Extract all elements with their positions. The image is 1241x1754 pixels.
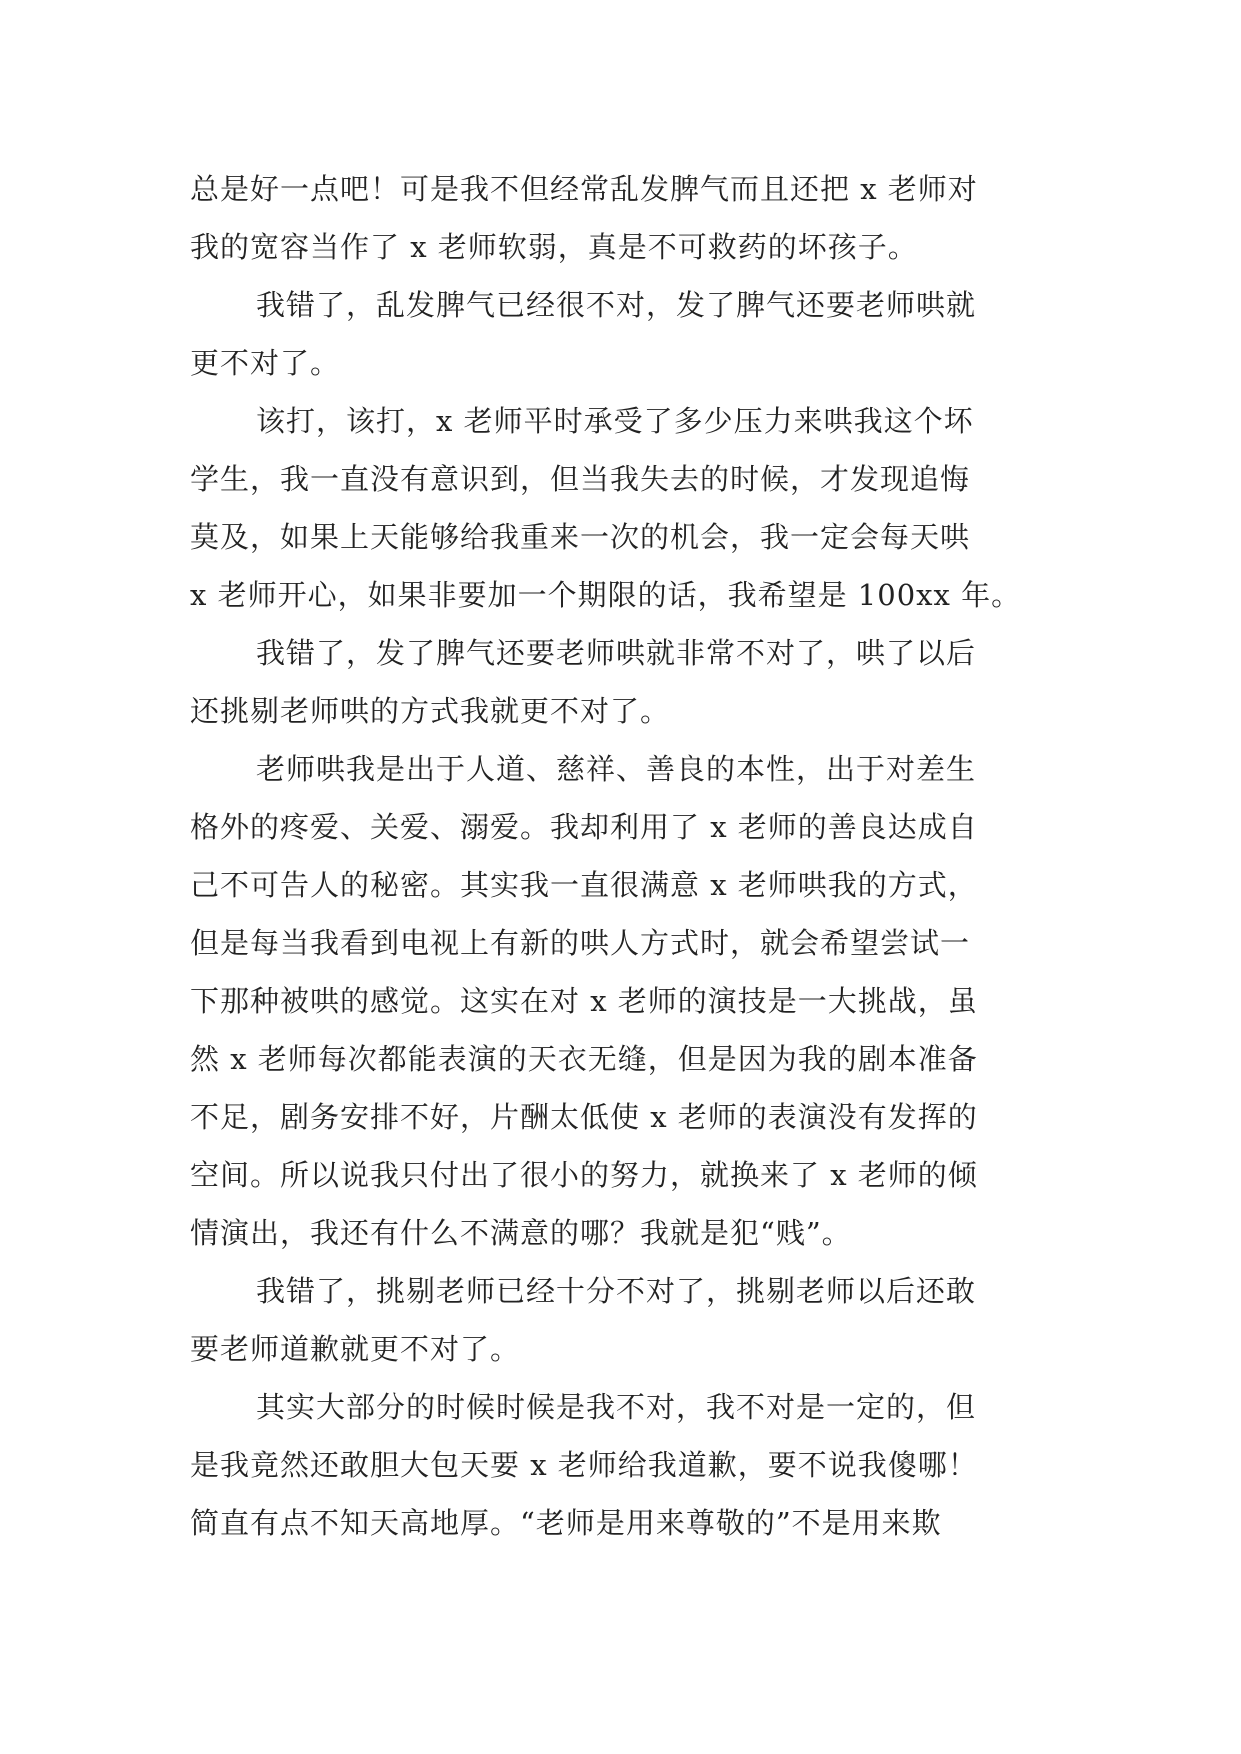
text-line: 然 x 老师每次都能表演的天衣无缝，但是因为我的剧本准备: [190, 1042, 978, 1076]
paragraph: [190, 624, 1050, 740]
text-line: 格外的疼爱、关爱、溺爱。我却利用了 x 老师的善良达成自: [190, 810, 978, 844]
text-line: 我错了，发了脾气还要老师哄就非常不对了，哄了以后: [256, 636, 977, 670]
paragraph: [190, 160, 1050, 276]
paragraph: [190, 1378, 1050, 1552]
text-line: 莫及，如果上天能够给我重来一次的机会，我一定会每天哄: [190, 520, 971, 554]
paragraph: [190, 1262, 1050, 1378]
document-body: [190, 160, 1050, 1552]
text-line: 我的宽容当作了 x 老师软弱，真是不可救药的坏孩子。: [190, 230, 918, 264]
text-line: 该打，该打，x 老师平时承受了多少压力来哄我这个坏: [256, 404, 974, 438]
paragraph: [190, 276, 1050, 392]
text-line: 但是每当我看到电视上有新的哄人方式时，就会希望尝试一: [190, 926, 971, 960]
paragraph: [190, 392, 1050, 624]
text-line: 己不可告人的秘密。其实我一直很满意 x 老师哄我的方式，: [190, 868, 978, 902]
text-line: 我错了，挑剔老师已经十分不对了，挑剔老师以后还敢: [256, 1274, 977, 1308]
text-line: 更不对了。: [190, 346, 341, 380]
text-line: 要老师道歉就更不对了。: [190, 1332, 521, 1366]
text-line: 总是好一点吧！可是我不但经常乱发脾气而且还把 x 老师对: [190, 172, 978, 206]
text-line: 不足，剧务安排不好，片酬太低使 x 老师的表演没有发挥的: [190, 1100, 978, 1134]
text-line: 老师哄我是出于人道、慈祥、善良的本性，出于对差生: [256, 752, 977, 786]
text-line: 情演出，我还有什么不满意的哪？我就是犯“贱”。: [190, 1216, 852, 1250]
paragraph: [190, 740, 1050, 1262]
text-line: 空间。所以说我只付出了很小的努力，就换来了 x 老师的倾: [190, 1158, 978, 1192]
text-line: 我错了，乱发脾气已经很不对，发了脾气还要老师哄就: [256, 288, 977, 322]
text-line: 下那种被哄的感觉。这实在对 x 老师的演技是一大挑战，虽: [190, 984, 978, 1018]
text-line: 学生，我一直没有意识到，但当我失去的时候，才发现追悔: [190, 462, 971, 496]
text-line: 是我竟然还敢胆大包天要 x 老师给我道歉，要不说我傻哪！: [190, 1448, 978, 1482]
text-line: 简直有点不知天高地厚。“老师是用来尊敬的”不是用来欺: [190, 1506, 942, 1540]
text-line: 还挑剔老师哄的方式我就更不对了。: [190, 694, 671, 728]
text-line: x 老师开心，如果非要加一个期限的话，我希望是 100xx 年。: [190, 578, 1022, 612]
text-line: 其实大部分的时候时候是我不对，我不对是一定的，但: [256, 1390, 977, 1424]
